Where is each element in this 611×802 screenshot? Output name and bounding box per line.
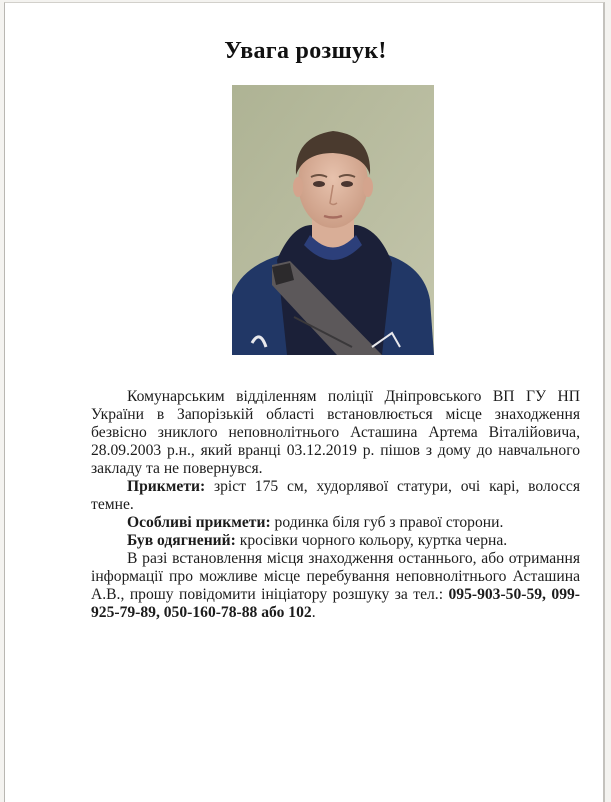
features-label: Прикмети: — [127, 478, 206, 495]
contact-phones: 095-903-50-59, 099-925-79-89, 050-160-78-88 або 102 — [91, 586, 580, 621]
special-features-label: Особливі прикмети: — [127, 514, 271, 531]
special-features-paragraph — [91, 514, 580, 532]
features-paragraph — [91, 478, 580, 514]
contact-paragraph — [91, 550, 580, 622]
clothing-label: Був одягнений: — [127, 532, 236, 549]
missing-person-photo — [232, 85, 434, 355]
features-text: зріст 175 см, худорлявої статури, очі карі, волосся темне. — [91, 478, 580, 513]
notice-body — [91, 388, 580, 622]
intro-paragraph: Комунарським відділенням поліції Дніпровського ВП ГУ НП України в Запорізькій області встановлюється місце знаходження безвісно зниклого неповнолітнього Асташина Артема Віталійовича, 28.09.2003 р.н., який вранці 03.12.2019 р. пішов з дому до навчального закладу та не повернувся. — [91, 388, 580, 477]
contact-end: . — [311, 604, 316, 621]
clothing-text: кросівки чорного кольору, куртка черна. — [235, 532, 508, 549]
special-features-text: родинка біля губ з правої сторони. — [270, 514, 504, 531]
contact-text: В разі встановлення місця знаходження останнього, або отримання інформації про можливе місце перебування неповнолітнього Асташина А.В., прошу повідомити ініціатору розшуку за тел.: — [91, 550, 580, 603]
clothing-paragraph — [91, 532, 580, 550]
page-title: Увага розшук! — [224, 38, 387, 65]
